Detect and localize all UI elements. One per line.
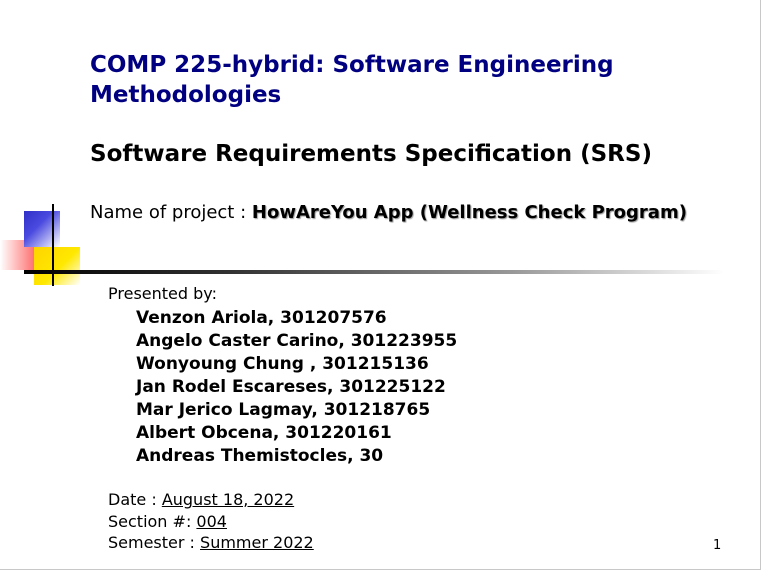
date-label: Date : <box>108 490 162 509</box>
member-item: Wonyoung Chung , 301215136 <box>136 354 429 374</box>
decoration-blue-block <box>24 211 60 247</box>
section-label: Section #: <box>108 511 197 531</box>
member-item: Andreas Themistocles, 30 <box>136 446 384 466</box>
project-name: HowAreYou App (Wellness Check Program) <box>251 202 687 223</box>
project-line <box>90 202 687 223</box>
decoration-horizontal-line <box>24 270 724 274</box>
member-item: Jan Rodel Escareses, 301225122 <box>136 377 446 397</box>
page-number: 1 <box>713 538 722 553</box>
member-item: Angelo Caster Carino, 301223955 <box>136 331 458 351</box>
presented-by-label: Presented by: <box>108 284 217 303</box>
semester-value: Summer 2022 <box>200 533 314 552</box>
decoration-yellow-block <box>34 247 80 285</box>
section-line <box>108 511 314 533</box>
course-title: COMP 225-hybrid: Software Engineering Methodologies <box>90 52 614 108</box>
project-label: Name of project : <box>90 202 252 223</box>
document-title: Software Requirements Specification (SRS) <box>90 141 652 167</box>
member-item: Albert Obcena, 301220161 <box>136 423 392 443</box>
date-line <box>108 489 314 511</box>
member-item: Venzon Ariola, 301207576 <box>136 308 387 328</box>
semester-label: Semester : <box>108 533 201 552</box>
section-value: 004 <box>196 511 227 531</box>
date-value: August 18, 2022 <box>161 490 295 509</box>
member-list <box>136 307 457 468</box>
member-item: Mar Jerico Lagmay, 301218765 <box>136 400 431 420</box>
info-block <box>108 489 314 554</box>
semester-line <box>108 532 314 554</box>
